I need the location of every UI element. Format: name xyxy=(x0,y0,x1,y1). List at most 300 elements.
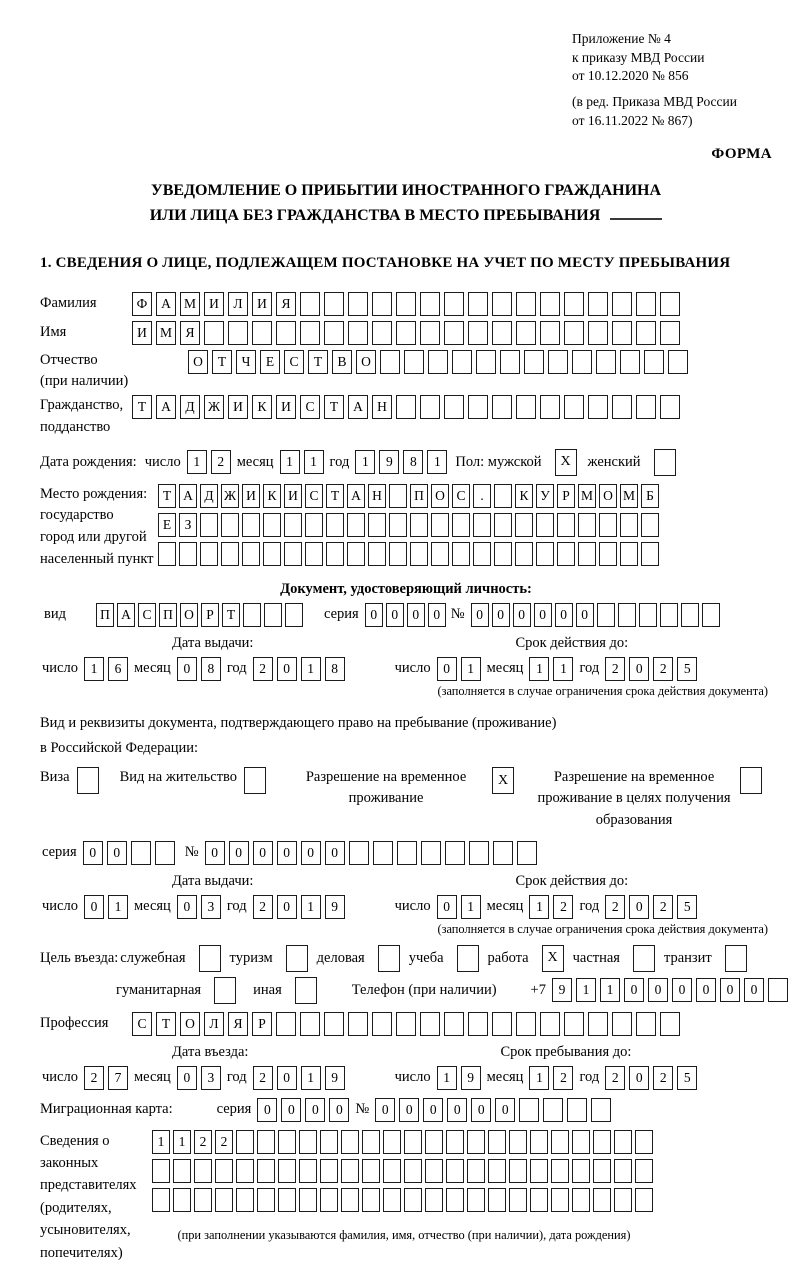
form-cell[interactable] xyxy=(431,513,449,537)
form-cell[interactable] xyxy=(588,321,608,345)
form-cell[interactable]: И xyxy=(204,292,224,316)
form-cell[interactable] xyxy=(564,395,584,419)
form-cell[interactable] xyxy=(320,1130,338,1154)
form-cell[interactable]: 0 xyxy=(629,1066,649,1090)
form-cell[interactable]: Н xyxy=(368,484,386,508)
form-cell[interactable]: 2 xyxy=(215,1130,233,1154)
form-cell[interactable]: Т xyxy=(156,1012,176,1036)
form-cell[interactable]: И xyxy=(276,395,296,419)
form-cell[interactable] xyxy=(372,321,392,345)
form-cell[interactable] xyxy=(300,292,320,316)
visa-checkbox[interactable] xyxy=(77,767,99,794)
form-cell[interactable] xyxy=(516,321,536,345)
form-cell[interactable] xyxy=(515,542,533,566)
form-cell[interactable]: 0 xyxy=(301,841,321,865)
form-cell[interactable]: Ж xyxy=(221,484,239,508)
form-cell[interactable] xyxy=(285,603,303,627)
form-cell[interactable] xyxy=(612,292,632,316)
form-cell[interactable]: М xyxy=(620,484,638,508)
form-cell[interactable] xyxy=(425,1159,443,1183)
form-cell[interactable]: 9 xyxy=(325,1066,345,1090)
form-cell[interactable] xyxy=(221,542,239,566)
form-cell[interactable] xyxy=(305,542,323,566)
form-cell[interactable] xyxy=(516,1012,536,1036)
form-cell[interactable] xyxy=(468,321,488,345)
form-cell[interactable] xyxy=(383,1130,401,1154)
form-cell[interactable]: Н xyxy=(372,395,392,419)
form-cell[interactable]: 0 xyxy=(399,1098,419,1122)
form-cell[interactable] xyxy=(347,513,365,537)
form-cell[interactable] xyxy=(368,513,386,537)
form-cell[interactable]: Т xyxy=(324,395,344,419)
form-cell[interactable] xyxy=(236,1130,254,1154)
form-cell[interactable] xyxy=(515,513,533,537)
form-cell[interactable] xyxy=(612,395,632,419)
form-cell[interactable] xyxy=(324,292,344,316)
form-cell[interactable]: 1 xyxy=(173,1130,191,1154)
form-cell[interactable] xyxy=(362,1159,380,1183)
form-cell[interactable] xyxy=(768,978,788,1002)
form-cell[interactable]: К xyxy=(252,395,272,419)
form-cell[interactable]: А xyxy=(156,292,176,316)
form-cell[interactable]: 0 xyxy=(84,895,104,919)
form-cell[interactable]: И xyxy=(132,321,152,345)
form-cell[interactable] xyxy=(540,1012,560,1036)
form-cell[interactable] xyxy=(452,542,470,566)
form-cell[interactable]: 1 xyxy=(301,895,321,919)
form-cell[interactable]: 0 xyxy=(629,895,649,919)
form-cell[interactable] xyxy=(636,321,656,345)
form-cell[interactable] xyxy=(536,542,554,566)
form-cell[interactable]: 9 xyxy=(461,1066,481,1090)
form-cell[interactable] xyxy=(396,321,416,345)
form-cell[interactable] xyxy=(284,513,302,537)
form-cell[interactable]: 0 xyxy=(744,978,764,1002)
form-cell[interactable]: С xyxy=(284,350,304,374)
form-cell[interactable]: О xyxy=(188,350,208,374)
form-cell[interactable]: 2 xyxy=(553,1066,573,1090)
form-cell[interactable] xyxy=(597,603,615,627)
form-cell[interactable] xyxy=(492,321,512,345)
form-cell[interactable] xyxy=(305,513,323,537)
form-cell[interactable] xyxy=(242,513,260,537)
form-cell[interactable]: С xyxy=(452,484,470,508)
form-cell[interactable]: М xyxy=(156,321,176,345)
form-cell[interactable] xyxy=(396,1012,416,1036)
form-cell[interactable]: 8 xyxy=(201,657,221,681)
form-cell[interactable] xyxy=(567,1098,587,1122)
form-cell[interactable]: Р xyxy=(557,484,575,508)
form-cell[interactable] xyxy=(341,1159,359,1183)
form-cell[interactable]: 5 xyxy=(677,1066,697,1090)
form-cell[interactable] xyxy=(467,1130,485,1154)
form-cell[interactable] xyxy=(278,1188,296,1212)
form-cell[interactable]: 2 xyxy=(653,1066,673,1090)
form-cell[interactable] xyxy=(494,513,512,537)
form-cell[interactable] xyxy=(596,350,616,374)
form-cell[interactable] xyxy=(492,395,512,419)
form-cell[interactable]: 2 xyxy=(605,657,625,681)
checkbox[interactable] xyxy=(457,945,479,972)
form-cell[interactable] xyxy=(476,350,496,374)
form-cell[interactable]: 0 xyxy=(555,603,573,627)
form-cell[interactable]: Я xyxy=(228,1012,248,1036)
form-cell[interactable] xyxy=(614,1130,632,1154)
form-cell[interactable] xyxy=(660,292,680,316)
form-cell[interactable]: 0 xyxy=(107,841,127,865)
form-cell[interactable] xyxy=(635,1130,653,1154)
form-cell[interactable]: В xyxy=(332,350,352,374)
form-cell[interactable] xyxy=(564,321,584,345)
form-cell[interactable]: Я xyxy=(180,321,200,345)
form-cell[interactable]: О xyxy=(180,1012,200,1036)
checkbox[interactable] xyxy=(295,977,317,1004)
form-cell[interactable]: К xyxy=(515,484,533,508)
form-cell[interactable] xyxy=(236,1188,254,1212)
form-cell[interactable] xyxy=(702,603,720,627)
form-cell[interactable] xyxy=(383,1188,401,1212)
form-cell[interactable]: Т xyxy=(222,603,240,627)
form-cell[interactable]: 0 xyxy=(281,1098,301,1122)
form-cell[interactable]: 1 xyxy=(355,450,375,474)
form-cell[interactable] xyxy=(444,321,464,345)
form-cell[interactable] xyxy=(572,1130,590,1154)
form-cell[interactable] xyxy=(517,841,537,865)
form-cell[interactable] xyxy=(468,292,488,316)
form-cell[interactable] xyxy=(349,841,369,865)
form-cell[interactable]: 0 xyxy=(447,1098,467,1122)
form-cell[interactable]: 1 xyxy=(427,450,447,474)
form-cell[interactable] xyxy=(299,1188,317,1212)
form-cell[interactable] xyxy=(488,1130,506,1154)
form-cell[interactable]: 0 xyxy=(648,978,668,1002)
form-cell[interactable]: М xyxy=(578,484,596,508)
form-cell[interactable]: Ж xyxy=(204,395,224,419)
form-cell[interactable]: 0 xyxy=(576,603,594,627)
form-cell[interactable]: 2 xyxy=(194,1130,212,1154)
form-cell[interactable]: 0 xyxy=(437,657,457,681)
form-cell[interactable]: 1 xyxy=(187,450,207,474)
form-cell[interactable] xyxy=(516,395,536,419)
form-cell[interactable] xyxy=(278,1130,296,1154)
form-cell[interactable] xyxy=(299,1130,317,1154)
form-cell[interactable]: 5 xyxy=(677,657,697,681)
form-cell[interactable] xyxy=(446,1130,464,1154)
form-cell[interactable] xyxy=(324,321,344,345)
form-cell[interactable]: 0 xyxy=(277,1066,297,1090)
form-cell[interactable]: А xyxy=(156,395,176,419)
form-cell[interactable] xyxy=(543,1098,563,1122)
form-cell[interactable] xyxy=(618,603,636,627)
form-cell[interactable] xyxy=(641,542,659,566)
form-cell[interactable]: 2 xyxy=(653,657,673,681)
form-cell[interactable] xyxy=(242,542,260,566)
form-cell[interactable]: Л xyxy=(204,1012,224,1036)
form-cell[interactable]: 1 xyxy=(280,450,300,474)
form-cell[interactable]: С xyxy=(138,603,156,627)
form-cell[interactable]: 5 xyxy=(677,895,697,919)
form-cell[interactable] xyxy=(509,1159,527,1183)
form-cell[interactable] xyxy=(519,1098,539,1122)
form-cell[interactable] xyxy=(620,542,638,566)
form-cell[interactable] xyxy=(557,542,575,566)
form-cell[interactable]: Д xyxy=(200,484,218,508)
form-cell[interactable]: 1 xyxy=(152,1130,170,1154)
form-cell[interactable]: 0 xyxy=(257,1098,277,1122)
form-cell[interactable]: С xyxy=(300,395,320,419)
form-cell[interactable] xyxy=(564,292,584,316)
form-cell[interactable] xyxy=(509,1188,527,1212)
form-cell[interactable] xyxy=(530,1130,548,1154)
form-cell[interactable] xyxy=(591,1098,611,1122)
form-cell[interactable]: 8 xyxy=(325,657,345,681)
form-cell[interactable] xyxy=(468,395,488,419)
form-cell[interactable]: И xyxy=(252,292,272,316)
form-cell[interactable]: А xyxy=(348,395,368,419)
form-cell[interactable] xyxy=(228,321,248,345)
form-cell[interactable] xyxy=(494,484,512,508)
form-cell[interactable] xyxy=(221,513,239,537)
form-cell[interactable]: К xyxy=(263,484,281,508)
form-cell[interactable]: 1 xyxy=(576,978,596,1002)
checkbox[interactable] xyxy=(633,945,655,972)
checkbox[interactable]: X xyxy=(542,945,564,972)
form-cell[interactable] xyxy=(204,321,224,345)
form-cell[interactable]: 8 xyxy=(403,450,423,474)
checkbox[interactable] xyxy=(214,977,236,1004)
form-cell[interactable] xyxy=(420,1012,440,1036)
form-cell[interactable]: О xyxy=(431,484,449,508)
form-cell[interactable] xyxy=(446,1188,464,1212)
form-cell[interactable]: Р xyxy=(201,603,219,627)
form-cell[interactable] xyxy=(257,1159,275,1183)
form-cell[interactable]: 9 xyxy=(552,978,572,1002)
form-cell[interactable] xyxy=(263,513,281,537)
form-cell[interactable] xyxy=(599,542,617,566)
form-cell[interactable]: Т xyxy=(308,350,328,374)
form-cell[interactable] xyxy=(641,513,659,537)
form-cell[interactable]: 0 xyxy=(471,603,489,627)
form-cell[interactable]: О xyxy=(180,603,198,627)
form-cell[interactable]: 1 xyxy=(84,657,104,681)
form-cell[interactable] xyxy=(264,603,282,627)
form-cell[interactable] xyxy=(444,292,464,316)
form-cell[interactable]: 0 xyxy=(177,1066,197,1090)
form-cell[interactable]: 2 xyxy=(84,1066,104,1090)
form-cell[interactable] xyxy=(243,603,261,627)
form-cell[interactable] xyxy=(572,1159,590,1183)
form-cell[interactable] xyxy=(396,292,416,316)
form-cell[interactable] xyxy=(660,321,680,345)
form-cell[interactable]: И xyxy=(242,484,260,508)
form-cell[interactable] xyxy=(410,513,428,537)
form-cell[interactable] xyxy=(341,1130,359,1154)
form-cell[interactable] xyxy=(540,292,560,316)
form-cell[interactable]: 9 xyxy=(325,895,345,919)
form-cell[interactable] xyxy=(488,1188,506,1212)
form-cell[interactable]: 2 xyxy=(253,1066,273,1090)
form-cell[interactable]: 0 xyxy=(629,657,649,681)
form-cell[interactable] xyxy=(389,513,407,537)
form-cell[interactable] xyxy=(639,603,657,627)
form-cell[interactable]: 0 xyxy=(177,895,197,919)
form-cell[interactable]: П xyxy=(159,603,177,627)
form-cell[interactable]: Л xyxy=(228,292,248,316)
form-cell[interactable] xyxy=(530,1159,548,1183)
form-cell[interactable] xyxy=(578,513,596,537)
form-cell[interactable] xyxy=(300,321,320,345)
form-cell[interactable] xyxy=(347,542,365,566)
form-cell[interactable]: 0 xyxy=(696,978,716,1002)
form-cell[interactable]: 2 xyxy=(605,1066,625,1090)
form-cell[interactable] xyxy=(593,1130,611,1154)
form-cell[interactable]: 1 xyxy=(529,657,549,681)
form-cell[interactable]: Е xyxy=(158,513,176,537)
form-cell[interactable] xyxy=(473,513,491,537)
form-cell[interactable] xyxy=(404,1188,422,1212)
form-cell[interactable]: 1 xyxy=(553,657,573,681)
form-cell[interactable]: М xyxy=(180,292,200,316)
form-cell[interactable]: 1 xyxy=(461,657,481,681)
form-cell[interactable]: П xyxy=(96,603,114,627)
form-cell[interactable] xyxy=(404,1130,422,1154)
form-cell[interactable] xyxy=(257,1188,275,1212)
form-cell[interactable]: И xyxy=(228,395,248,419)
form-cell[interactable] xyxy=(397,841,417,865)
form-cell[interactable]: 0 xyxy=(305,1098,325,1122)
form-cell[interactable] xyxy=(131,841,151,865)
form-cell[interactable]: 0 xyxy=(423,1098,443,1122)
form-cell[interactable] xyxy=(326,542,344,566)
form-cell[interactable] xyxy=(276,1012,296,1036)
form-cell[interactable] xyxy=(276,321,296,345)
form-cell[interactable] xyxy=(493,841,513,865)
form-cell[interactable] xyxy=(348,1012,368,1036)
form-cell[interactable] xyxy=(410,542,428,566)
form-cell[interactable] xyxy=(404,1159,422,1183)
form-cell[interactable] xyxy=(320,1159,338,1183)
form-cell[interactable] xyxy=(200,513,218,537)
form-cell[interactable] xyxy=(488,1159,506,1183)
checkbox[interactable] xyxy=(378,945,400,972)
form-cell[interactable] xyxy=(681,603,699,627)
form-cell[interactable] xyxy=(540,395,560,419)
form-cell[interactable] xyxy=(425,1188,443,1212)
form-cell[interactable]: 0 xyxy=(277,841,297,865)
form-cell[interactable]: Т xyxy=(212,350,232,374)
form-cell[interactable] xyxy=(420,292,440,316)
form-cell[interactable]: 1 xyxy=(301,1066,321,1090)
form-cell[interactable] xyxy=(444,395,464,419)
form-cell[interactable] xyxy=(372,292,392,316)
checkbox[interactable] xyxy=(725,945,747,972)
form-cell[interactable] xyxy=(194,1188,212,1212)
form-cell[interactable] xyxy=(564,1012,584,1036)
form-cell[interactable]: 0 xyxy=(375,1098,395,1122)
form-cell[interactable]: 1 xyxy=(304,450,324,474)
form-cell[interactable] xyxy=(635,1159,653,1183)
form-cell[interactable] xyxy=(612,321,632,345)
form-cell[interactable] xyxy=(494,542,512,566)
form-cell[interactable] xyxy=(660,1012,680,1036)
form-cell[interactable] xyxy=(509,1130,527,1154)
form-cell[interactable] xyxy=(428,350,448,374)
form-cell[interactable] xyxy=(635,1188,653,1212)
form-cell[interactable] xyxy=(540,321,560,345)
form-cell[interactable]: Б xyxy=(641,484,659,508)
form-cell[interactable] xyxy=(445,841,465,865)
checkbox[interactable] xyxy=(286,945,308,972)
form-cell[interactable]: 1 xyxy=(437,1066,457,1090)
form-cell[interactable] xyxy=(593,1159,611,1183)
form-cell[interactable] xyxy=(614,1159,632,1183)
form-cell[interactable]: П xyxy=(410,484,428,508)
form-cell[interactable] xyxy=(588,395,608,419)
form-cell[interactable]: Д xyxy=(180,395,200,419)
form-cell[interactable] xyxy=(548,350,568,374)
form-cell[interactable] xyxy=(599,513,617,537)
form-cell[interactable] xyxy=(383,1159,401,1183)
form-cell[interactable]: С xyxy=(132,1012,152,1036)
form-cell[interactable]: 6 xyxy=(108,657,128,681)
form-cell[interactable] xyxy=(362,1130,380,1154)
form-cell[interactable] xyxy=(551,1130,569,1154)
form-cell[interactable] xyxy=(236,1159,254,1183)
form-cell[interactable] xyxy=(636,292,656,316)
form-cell[interactable]: 2 xyxy=(253,657,273,681)
form-cell[interactable]: 3 xyxy=(201,1066,221,1090)
form-cell[interactable] xyxy=(278,1159,296,1183)
form-cell[interactable] xyxy=(404,350,424,374)
form-cell[interactable] xyxy=(324,1012,344,1036)
form-cell[interactable] xyxy=(420,321,440,345)
form-cell[interactable]: 0 xyxy=(407,603,425,627)
form-cell[interactable]: 0 xyxy=(471,1098,491,1122)
form-cell[interactable]: 0 xyxy=(205,841,225,865)
form-cell[interactable]: 0 xyxy=(229,841,249,865)
form-cell[interactable] xyxy=(572,1188,590,1212)
form-cell[interactable] xyxy=(215,1159,233,1183)
form-cell[interactable] xyxy=(300,1012,320,1036)
form-cell[interactable] xyxy=(644,350,664,374)
form-cell[interactable]: 1 xyxy=(108,895,128,919)
form-cell[interactable] xyxy=(215,1188,233,1212)
form-cell[interactable] xyxy=(536,513,554,537)
form-cell[interactable]: 2 xyxy=(653,895,673,919)
temporary-residence-checkbox[interactable]: X xyxy=(492,767,514,794)
form-cell[interactable] xyxy=(500,350,520,374)
form-cell[interactable]: Т xyxy=(158,484,176,508)
form-cell[interactable]: 2 xyxy=(211,450,231,474)
form-cell[interactable]: 0 xyxy=(672,978,692,1002)
form-cell[interactable] xyxy=(425,1130,443,1154)
form-cell[interactable]: 0 xyxy=(277,895,297,919)
form-cell[interactable] xyxy=(492,1012,512,1036)
form-cell[interactable]: 1 xyxy=(301,657,321,681)
residence-permit-checkbox[interactable] xyxy=(244,767,266,794)
form-cell[interactable]: Т xyxy=(132,395,152,419)
form-cell[interactable] xyxy=(452,513,470,537)
form-cell[interactable]: 0 xyxy=(329,1098,349,1122)
form-cell[interactable] xyxy=(557,513,575,537)
form-cell[interactable]: 2 xyxy=(553,895,573,919)
form-cell[interactable]: 0 xyxy=(492,603,510,627)
form-cell[interactable] xyxy=(452,350,472,374)
form-cell[interactable] xyxy=(492,292,512,316)
form-cell[interactable]: Я xyxy=(276,292,296,316)
form-cell[interactable]: О xyxy=(599,484,617,508)
form-cell[interactable]: С xyxy=(305,484,323,508)
